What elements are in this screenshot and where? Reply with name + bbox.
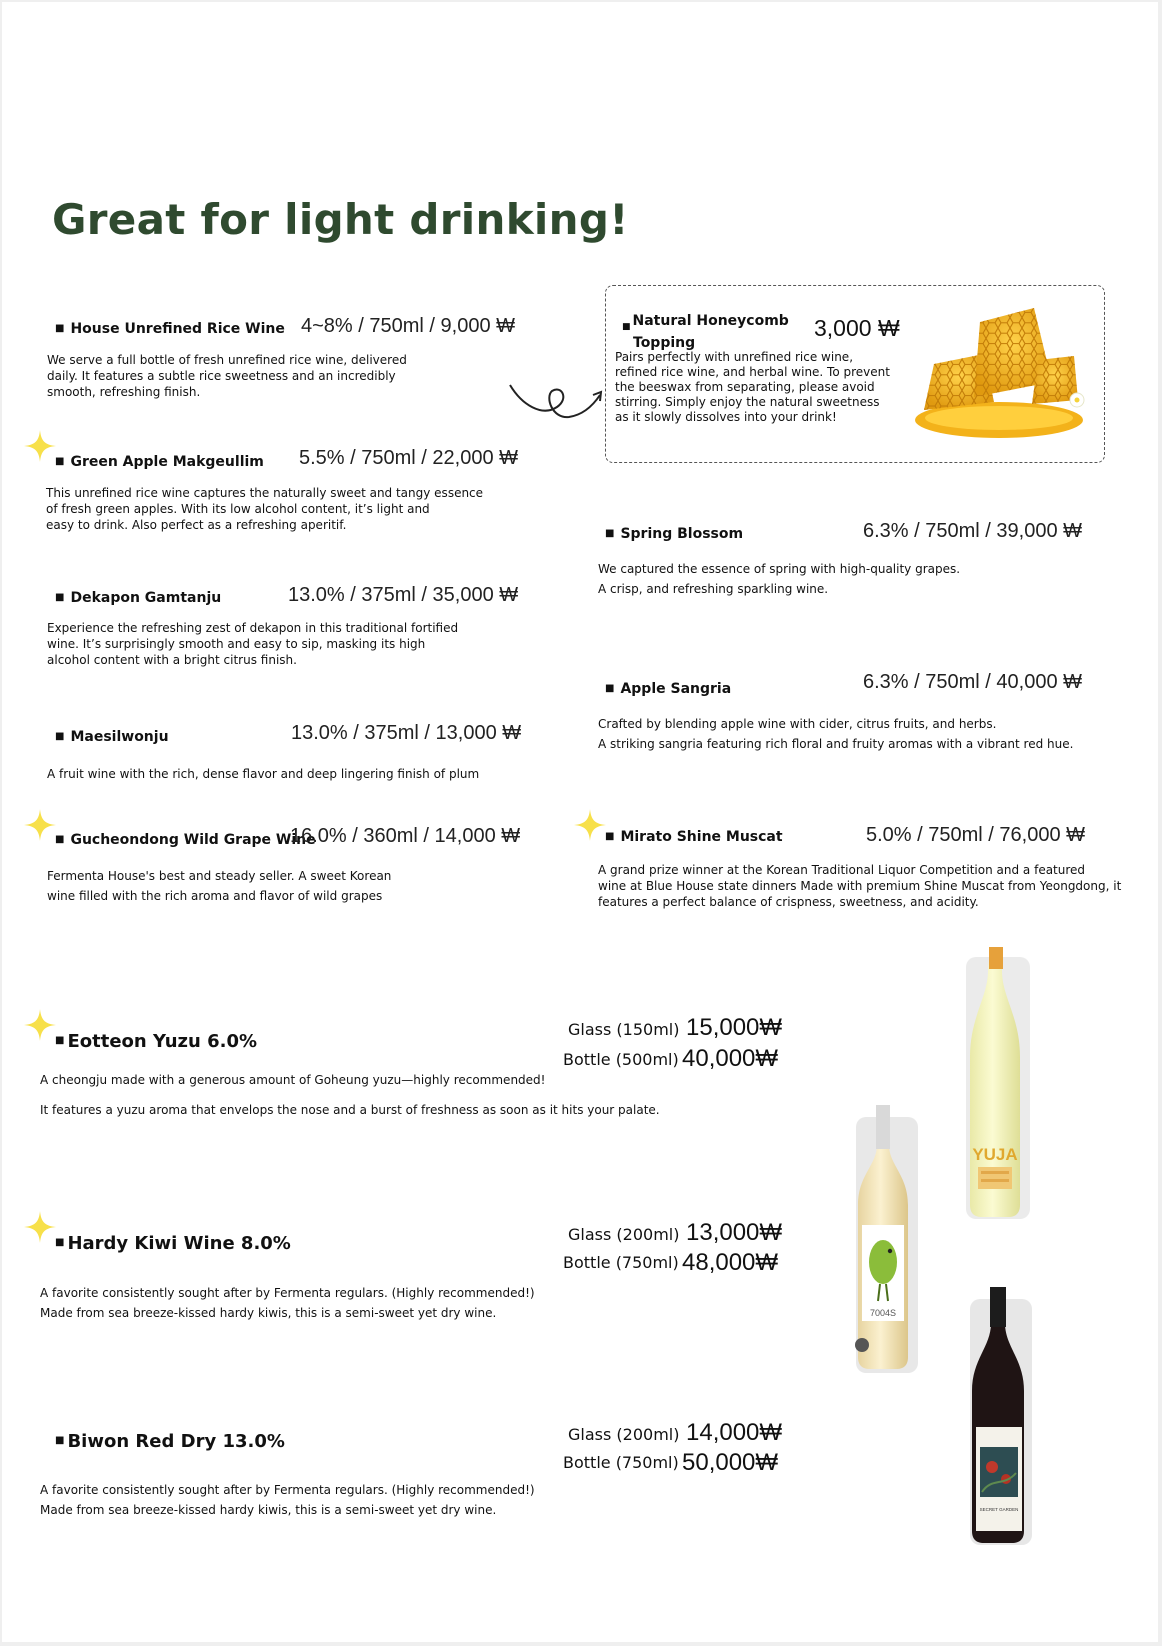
glass-price-label: Glass (150ml) <box>568 1020 680 1039</box>
bottle-item-name: ■ Biwon Red Dry 13.0% <box>55 1431 285 1452</box>
item-spec: 5.0% / 750ml / 76,000 ₩ <box>866 824 1086 846</box>
item-spec: 6.3% / 750ml / 39,000 ₩ <box>863 520 1083 542</box>
item-name: ■ Apple Sangria <box>605 681 732 697</box>
bottle-price: 40,000₩ <box>682 1045 779 1072</box>
topping-description: Pairs perfectly with unrefined rice wine, refined rice wine, and herbal wine. To prevent the beeswax from separating, please avoid stirring. Simply enjoy the natural sweetness as it slowly dissolves into your drink! <box>615 350 890 424</box>
sparkle-icon <box>24 430 56 462</box>
item-description: Fermenta House's best and steady seller. A sweet Korean wine filled with the rich aroma and flavor of wild grapes <box>47 869 392 903</box>
bottle-price-label: Bottle (500ml) <box>563 1050 679 1069</box>
item-name: ■ Green Apple Makgeullim <box>55 454 264 470</box>
item-name: ■ House Unrefined Rice Wine <box>55 321 285 337</box>
item-spec: 4~8% / 750ml / 9,000 ₩ <box>301 315 516 337</box>
item-name: ■ Spring Blossom <box>605 526 744 542</box>
page-title: Great for light drinking! <box>52 195 629 244</box>
glass-price-label: Glass (200ml) <box>568 1425 680 1444</box>
bottle-price-label: Bottle (750ml) <box>563 1253 679 1272</box>
menu-page <box>2 2 1158 1642</box>
bottle-item-name: ■ Hardy Kiwi Wine 8.0% <box>55 1233 291 1254</box>
bottle-price-label: Bottle (750ml) <box>563 1453 679 1472</box>
topping-name: $_■$ Natural Honeycomb Topping <box>622 313 789 351</box>
item-spec: 13.0% / 375ml / 35,000 ₩ <box>288 584 519 606</box>
bottle-item-description: A favorite consistently sought after by Fermenta regulars. (Highly recommended!) Made from sea breeze-kissed hardy kiwis, this is a semi-sweet yet dry wine. <box>40 1286 535 1320</box>
glass-price-label: Glass (200ml) <box>568 1225 680 1244</box>
yuzu-label-text: YUJA <box>972 1145 1018 1164</box>
glass-price: 15,000₩ <box>686 1014 783 1041</box>
item-description: This unrefined rice wine captures the naturally sweet and tangy essence of fresh green apples. With its low alcohol content, it’s light and easy to drink. Also perfect as a refreshing aperitif. <box>46 486 484 532</box>
red-wine-bottle-image <box>964 1287 1034 1547</box>
item-description: Experience the refreshing zest of dekapon in this traditional fortified wine. It’s surprisingly smooth and easy to sip, masking its high alcohol content with a bright citrus finish. <box>47 621 459 667</box>
item-description: A grand prize winner at the Korean Traditional Liquor Competition and a featured wine at Blue House state dinners Made with premium Shine Muscat from Yeongdong, it features a perfect balance of crispness, sweetness, and acidity. <box>598 863 1122 909</box>
item-spec: 6.3% / 750ml / 40,000 ₩ <box>863 671 1083 693</box>
item-spec: 16.0% / 360ml / 14,000 ₩ <box>290 825 521 847</box>
topping-price: 3,000 ₩ <box>814 315 900 341</box>
sparkle-icon <box>574 809 606 841</box>
item-description: Crafted by blending apple wine with cider, citrus fruits, and herbs. A striking sangria featuring rich floral and fruity aromas with a vibrant red hue. <box>598 717 1074 751</box>
item-spec: 13.0% / 375ml / 13,000 ₩ <box>291 722 522 744</box>
honeycomb-image <box>914 302 1089 447</box>
curly-arrow-icon <box>507 377 607 427</box>
yuzu-bottle-image <box>962 947 1032 1227</box>
item-description: We captured the essence of spring with high-quality grapes. A crisp, and refreshing sparkling wine. <box>598 562 961 596</box>
item-description: We serve a full bottle of fresh unrefined rice wine, delivered daily. It features a subtle rice sweetness and an incredibly smooth, refreshing finish. <box>47 353 407 399</box>
sparkle-icon <box>24 809 56 841</box>
item-name: ■ Dekapon Gamtanju <box>55 590 222 606</box>
item-name: ■ Mirato Shine Muscat <box>605 829 783 845</box>
kiwi-bottle-image <box>850 1105 920 1375</box>
bottle-item-description: A cheongju made with a generous amount of Goheung yuzu—highly recommended! It features a yuzu aroma that envelops the nose and a burst of freshness as soon as it hits your palate. <box>40 1073 660 1117</box>
bottle-item-name: ■ Eotteon Yuzu 6.0% <box>55 1031 257 1052</box>
kiwi-label-text: 7004S <box>869 1308 897 1318</box>
bottle-price: 48,000₩ <box>682 1249 779 1276</box>
sparkle-icon <box>24 1009 56 1041</box>
item-spec: 5.5% / 750ml / 22,000 ₩ <box>299 447 519 469</box>
item-description: A fruit wine with the rich, dense flavor and deep lingering finish of plum <box>47 767 480 781</box>
red-wine-label-text: SECRET GARDEN <box>979 1507 1019 1512</box>
item-name: ■ Gucheondong Wild Grape Wine <box>55 832 316 848</box>
item-name: ■ Maesilwonju <box>55 729 169 745</box>
glass-price: 14,000₩ <box>686 1419 783 1446</box>
sparkle-icon <box>24 1211 56 1243</box>
bottle-price: 50,000₩ <box>682 1449 779 1476</box>
glass-price: 13,000₩ <box>686 1219 783 1246</box>
bottle-item-description: A favorite consistently sought after by Fermenta regulars. (Highly recommended!) Made from sea breeze-kissed hardy kiwis, this is a semi-sweet yet dry wine. <box>40 1483 535 1517</box>
